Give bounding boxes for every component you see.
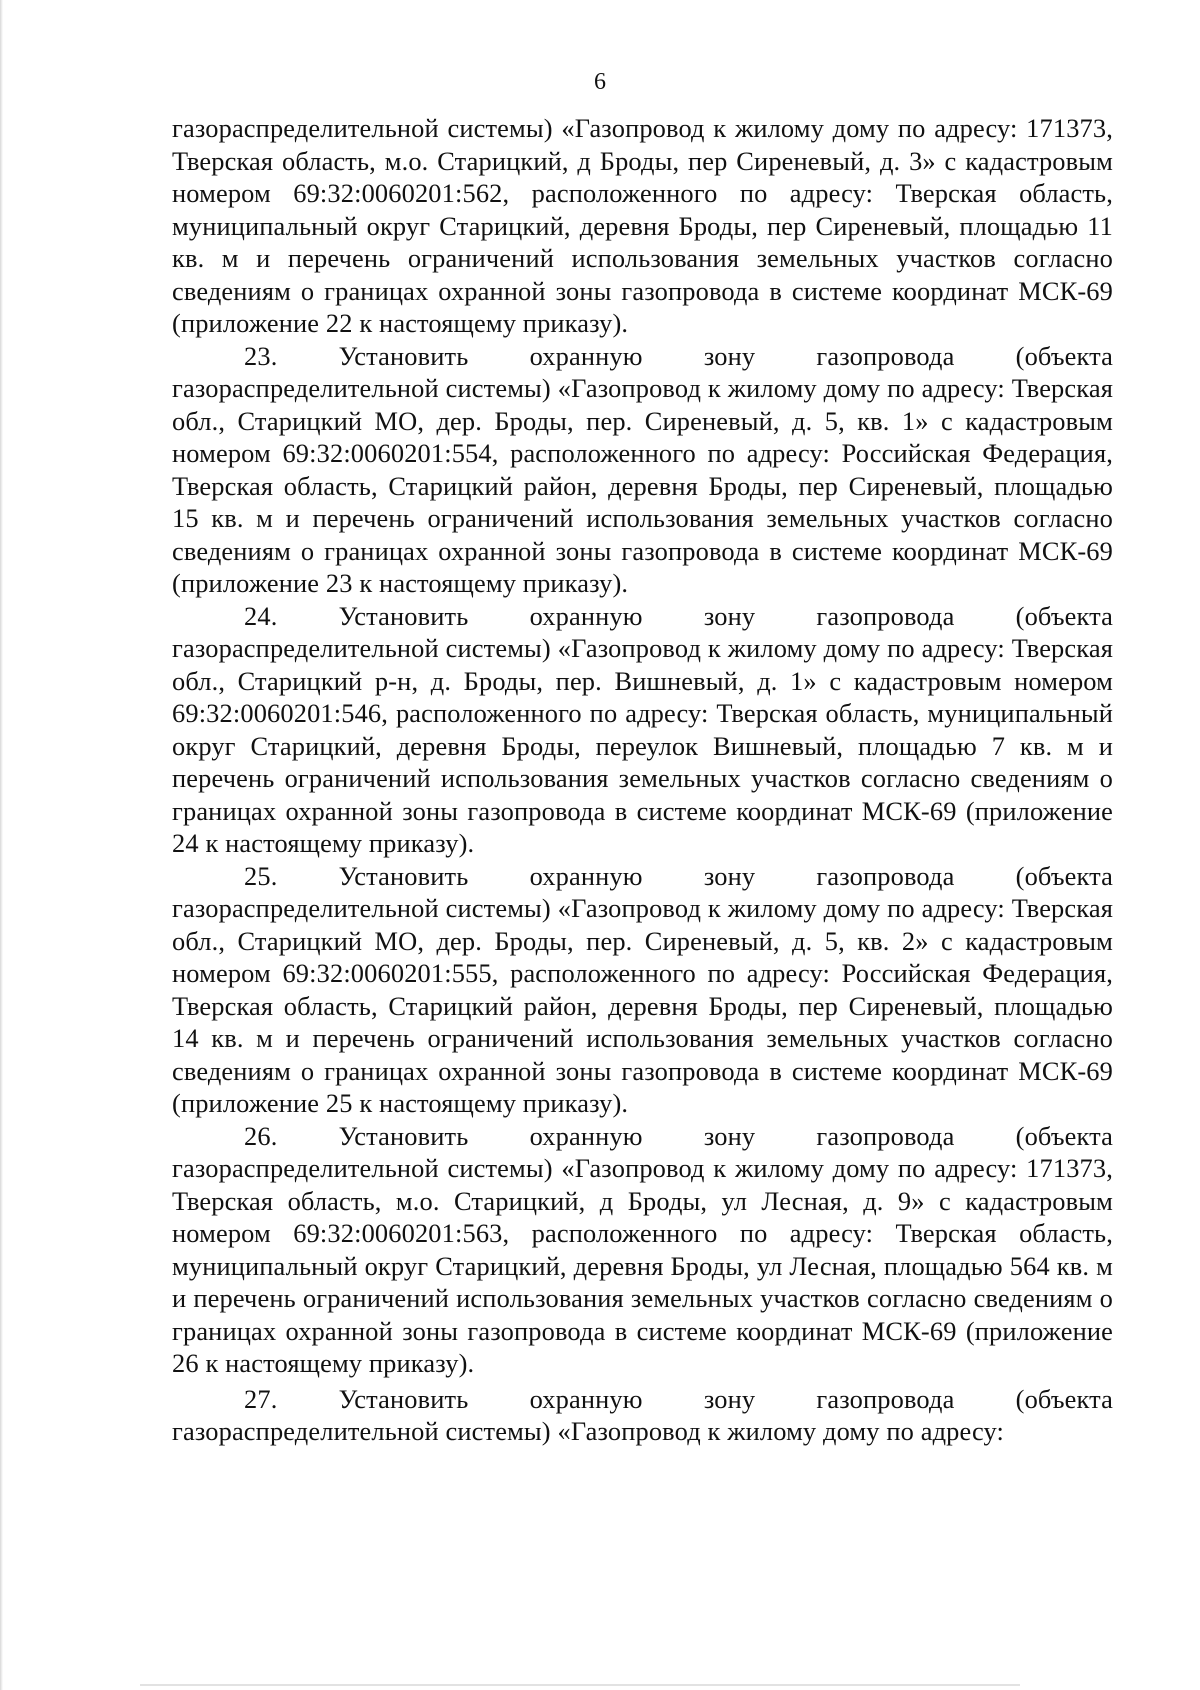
- document-body: [172, 112, 1113, 1448]
- page-number: 6: [594, 69, 606, 95]
- scan-edge-bottom: [140, 1684, 1020, 1686]
- paragraph-item-23: 23. Установить охранную зону газопровода (объекта газораспределительной системы) «Газопровод к жилому дому по адресу: Тверская обл., Старицкий МО, дер. Броды, пер. Сиреневый, д. 5, кв. 1» с кадастровым номером 69:32:0060201:554, расположенного по адресу: Российская Федерация, Тверская область, Старицкий район, деревня Броды, пер Сиреневый, площадью 15 кв. м и перечень ограничений использования земельных участков согласно сведениям о границах охранной зоны газопровода в системе координат МСК-69 (приложение 23 к настоящему приказу).: [172, 340, 1113, 598]
- scan-edge-left: [0, 0, 3, 1690]
- paragraph-item-26: 26. Установить охранную зону газопровода (объекта газораспределительной системы) «Газопровод к жилому дому по адресу: 171373, Тверская область, м.о. Старицкий, д Броды, ул Лесная, д. 9» с кадастровым номером 69:32:0060201:563, расположенного по адресу: Тверская область, муниципальный округ Старицкий, деревня Броды, ул Лесная, площадью 564 кв. м и перечень ограничений использования земельных участков согласно сведениям о границах охранной зоны газопровода в системе координат МСК-69 (приложение 26 к настоящему приказу).: [172, 1120, 1113, 1378]
- paragraph-item-25: 25. Установить охранную зону газопровода (объекта газораспределительной системы) «Газопровод к жилому дому по адресу: Тверская обл., Старицкий МО, дер. Броды, пер. Сиреневый, д. 5, кв. 2» с кадастровым номером 69:32:0060201:555, расположенного по адресу: Российская Федерация, Тверская область, Старицкий район, деревня Броды, пер Сиреневый, площадью 14 кв. м и перечень ограничений использования земельных участков согласно сведениям о границах охранной зоны газопровода в системе координат МСК-69 (приложение 25 к настоящему приказу).: [172, 860, 1113, 1118]
- paragraph-item-27: 27. Установить охранную зону газопровода (объекта газораспределительной системы) «Газопровод к жилому дому по адресу:: [172, 1383, 1113, 1446]
- paragraph-item-24: 24. Установить охранную зону газопровода (объекта газораспределительной системы) «Газопровод к жилому дому по адресу: Тверская обл., Старицкий р-н, д. Броды, пер. Вишневый, д. 1» с кадастровым номером 69:32:0060201:546, расположенного по адресу: Тверская область, муниципальный округ Старицкий, деревня Броды, переулок Вишневый, площадью 7 кв. м и перечень ограничений использования земельных участков согласно сведениям о границах охранной зоны газопровода в системе координат МСК-69 (приложение 24 к настоящему приказу).: [172, 600, 1113, 858]
- paragraph-continuation: газораспределительной системы) «Газопровод к жилому дому по адресу: 171373, Тверская область, м.о. Старицкий, д Броды, пер Сиреневый, д. 3» с кадастровым номером 69:32:0060201:562, расположенного по адресу: Тверская область, муниципальный округ Старицкий, деревня Броды, пер Сиреневый, площадью 11 кв. м и перечень ограничений использования земельных участков согласно сведениям о границах охранной зоны газопровода в системе координат МСК-69 (приложение 22 к настоящему приказу).: [172, 113, 1113, 338]
